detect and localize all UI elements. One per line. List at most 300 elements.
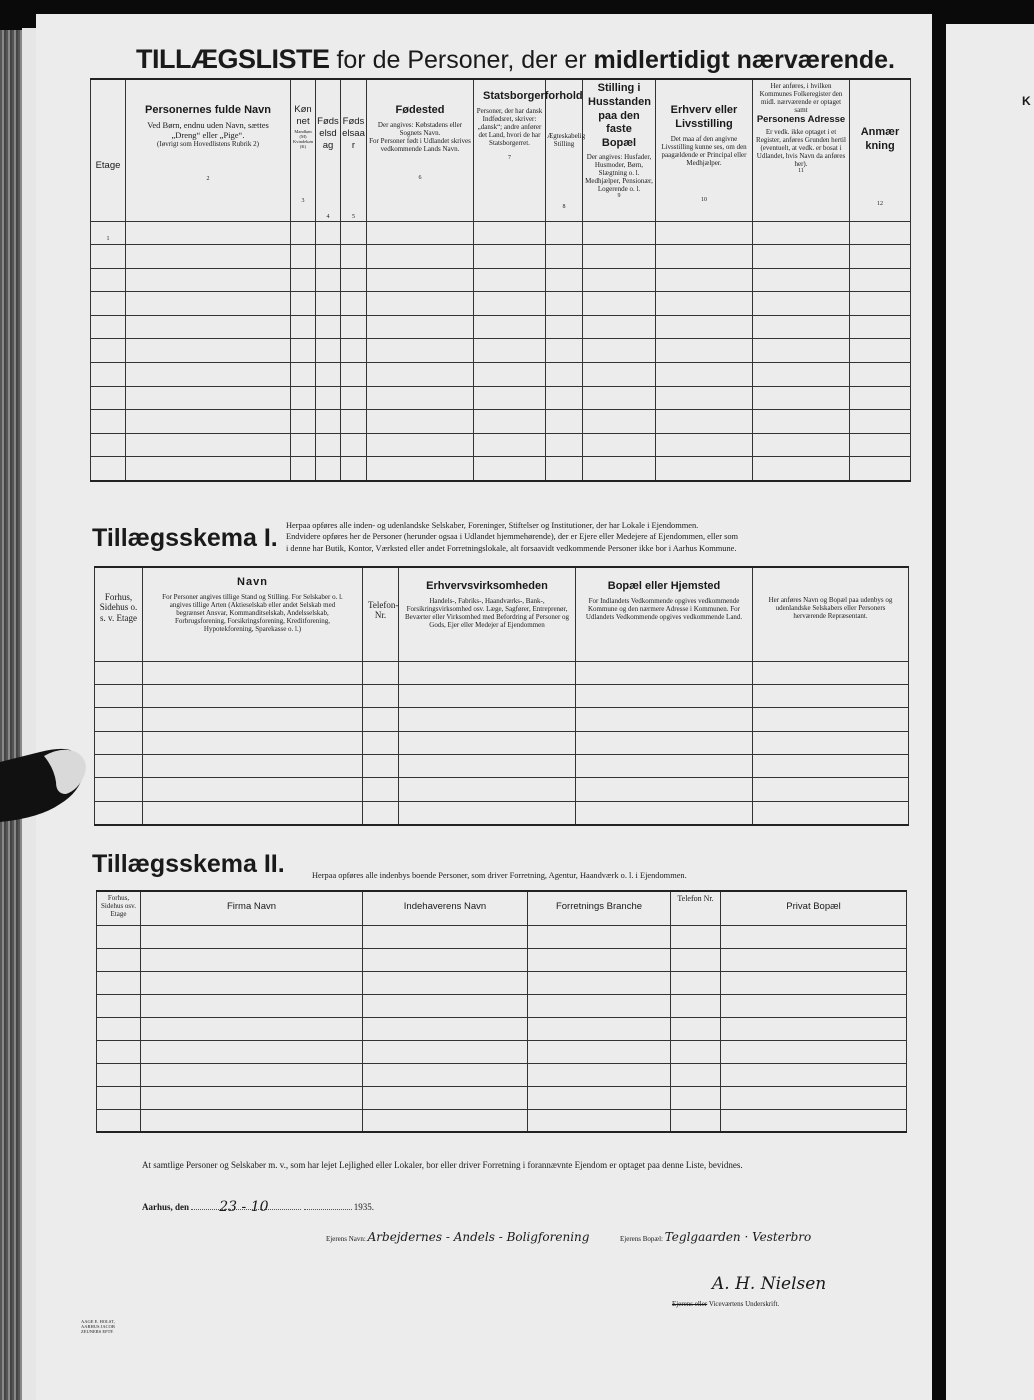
main-table-cell[interactable] <box>753 268 850 292</box>
main-table-cell[interactable] <box>126 457 291 481</box>
main-table-cell[interactable] <box>656 221 753 245</box>
main-table-cell[interactable] <box>316 268 341 292</box>
main-table-cell[interactable] <box>367 386 474 410</box>
main-table-cell[interactable] <box>291 292 316 316</box>
skema1-row <box>95 684 909 707</box>
skema2-cell[interactable] <box>363 1017 528 1040</box>
main-table-cell[interactable] <box>367 363 474 387</box>
skema1-cell[interactable] <box>363 801 399 824</box>
main-table-cell[interactable] <box>656 245 753 269</box>
footer-city: Aarhus, den <box>142 1202 190 1212</box>
main-table-cell[interactable] <box>291 410 316 434</box>
skema2-title: Tillægsskema II. <box>92 850 285 878</box>
skema2-cell[interactable] <box>528 1040 671 1063</box>
skema1-cell[interactable] <box>576 731 753 754</box>
main-table-cell[interactable] <box>341 292 367 316</box>
main-table-cell[interactable] <box>850 410 911 434</box>
skema1-cell[interactable] <box>753 801 909 824</box>
main-table-cell[interactable] <box>316 457 341 481</box>
s2-col-etage: Forhus, Sidehus osv. Etage <box>97 891 141 925</box>
main-table-cell[interactable] <box>753 221 850 245</box>
main-table-cell[interactable] <box>126 339 291 363</box>
main-table-cell[interactable] <box>91 457 126 481</box>
main-table-cell[interactable] <box>126 245 291 269</box>
main-table-cell[interactable] <box>291 221 316 245</box>
skema2-cell[interactable] <box>671 1086 721 1109</box>
main-table <box>90 78 911 482</box>
skema2-row <box>97 994 907 1017</box>
main-table-cell[interactable] <box>316 339 341 363</box>
skema2-cell[interactable] <box>363 971 528 994</box>
skema2-cell[interactable] <box>141 971 363 994</box>
main-table-cell[interactable] <box>291 386 316 410</box>
skema1-cell[interactable] <box>363 661 399 684</box>
main-table-cell[interactable] <box>291 245 316 269</box>
skema1-title: Tillægsskema I. <box>92 524 278 552</box>
skema2-cell[interactable] <box>671 994 721 1017</box>
col-statsborger: Statsborgerforhold Personer, der har dansk Indfødsret, skriver: „dansk“; andre anfører det Land, hvori de har Statsborgerret. 7 <box>474 79 546 221</box>
skema2-cell[interactable] <box>671 948 721 971</box>
skema2-cell[interactable] <box>528 1086 671 1109</box>
main-table-cell[interactable] <box>546 339 583 363</box>
main-table-row <box>91 410 911 434</box>
skema1-cell[interactable] <box>143 708 363 731</box>
skema2-cell[interactable] <box>528 948 671 971</box>
skema2-cell[interactable] <box>721 1086 907 1109</box>
footer-year: 1935. <box>353 1202 375 1212</box>
skema2-cell[interactable] <box>141 1086 363 1109</box>
skema1-cell[interactable] <box>753 684 909 707</box>
main-table-cell[interactable] <box>753 339 850 363</box>
col-erhverv: Erhverv eller Livsstilling Det maa af den angivne Livsstilling kunne ses, om den paagældende er Principal eller Medhjælper. 10 <box>656 79 753 221</box>
skema2-cell[interactable] <box>671 971 721 994</box>
main-table-cell[interactable] <box>367 292 474 316</box>
printer-mark: AAGE E. HOLST, AARHUS JACOB ZEUNERS EFTF. <box>81 1319 115 1334</box>
skema1-cell[interactable] <box>95 731 143 754</box>
main-table-cell[interactable] <box>316 433 341 457</box>
main-table-cell[interactable] <box>341 245 367 269</box>
skema2-cell[interactable] <box>363 925 528 948</box>
skema1-header <box>95 567 909 661</box>
col-koennet: Kønnet Mandkøn (M) Kvindekøn (K) 3 <box>291 79 316 221</box>
title-middle: for de Personer, der er <box>336 46 587 74</box>
main-table-cell[interactable] <box>316 363 341 387</box>
skema2-cell[interactable] <box>97 1063 141 1086</box>
skema1-row <box>95 731 909 754</box>
finger-holding-page <box>0 742 90 822</box>
skema2-cell[interactable] <box>528 971 671 994</box>
skema2-row <box>97 1063 907 1086</box>
skema2-row <box>97 925 907 948</box>
main-table-cell[interactable] <box>474 433 546 457</box>
main-table-row <box>91 339 911 363</box>
skema1-cell[interactable] <box>363 755 399 778</box>
skema1-cell[interactable] <box>143 684 363 707</box>
skema2-cell[interactable] <box>721 948 907 971</box>
main-table-row <box>91 315 911 339</box>
main-table-row <box>91 268 911 292</box>
skema2-cell[interactable] <box>141 994 363 1017</box>
main-table-cell[interactable] <box>341 410 367 434</box>
main-table-cell[interactable] <box>91 363 126 387</box>
skema1-description <box>286 520 738 554</box>
skema1-row <box>95 801 909 824</box>
title-word: TILLÆGSLISTE <box>136 44 330 74</box>
main-table-cell[interactable] <box>341 221 367 245</box>
main-table-cell[interactable] <box>341 457 367 481</box>
s2-col-firma: Firma Navn <box>141 891 363 925</box>
skema2-table <box>96 890 907 1133</box>
main-table-cell[interactable] <box>850 292 911 316</box>
skema2-cell[interactable] <box>721 1063 907 1086</box>
skema1-desc-line-3: i denne har Butik, Kontor, Værksted eller andet Forretningslokale, alt forsaavidt vedkommende Personer ikke bor i Aarhus Kommune. <box>286 543 737 553</box>
main-table-cell[interactable] <box>546 245 583 269</box>
main-table-cell[interactable] <box>583 221 656 245</box>
main-table-cell[interactable] <box>367 268 474 292</box>
skema2-cell[interactable] <box>363 1086 528 1109</box>
main-table-cell[interactable] <box>367 315 474 339</box>
skema2-cell[interactable] <box>671 1040 721 1063</box>
main-table-cell[interactable] <box>291 433 316 457</box>
skema2-cell[interactable] <box>141 1063 363 1086</box>
s2-col-branche: Forretnings Branche <box>528 891 671 925</box>
skema2-cell[interactable] <box>141 1109 363 1132</box>
main-table-cell[interactable] <box>474 386 546 410</box>
skema2-cell[interactable] <box>363 994 528 1017</box>
col-navn: Personernes fulde Navn Ved Børn, endnu uden Navn, sættes „Dreng“ eller „Pige“. (Iøvrigt som Hovedlistens Rubrik 2) 2 <box>126 79 291 221</box>
skema1-cell[interactable] <box>753 731 909 754</box>
skema1-cell[interactable] <box>363 778 399 801</box>
skema2-cell[interactable] <box>721 1109 907 1132</box>
main-table-cell[interactable] <box>850 339 911 363</box>
col-foedselsdag: Fødselsdag 4 <box>316 79 341 221</box>
skema1-cell[interactable] <box>143 731 363 754</box>
main-table-cell[interactable] <box>583 457 656 481</box>
skema2-description: Herpaa opføres alle indenbys boende Personer, som driver Forretning, Agentur, Haandværk o. l. i Ejendommen. <box>312 871 687 880</box>
skema2-cell[interactable] <box>141 948 363 971</box>
main-table-cell[interactable] <box>316 292 341 316</box>
main-table-cell[interactable] <box>126 433 291 457</box>
sign-label-struck: Ejerens eller <box>672 1300 708 1308</box>
skema2-cell[interactable] <box>721 1017 907 1040</box>
s1-col-erhverv: Erhvervsvirksomheden Handels-, Fabriks-, Haandværks-, Bank-, Forsikringsvirksomhed osv. Læge, Sagfører, Entreprenør, Beværter eller Virksomhed med Befordring af Personer og Gods, Ejer eller Medejer af Ejendommen <box>399 567 576 661</box>
skema1-cell[interactable] <box>576 684 753 707</box>
main-table-cell[interactable] <box>474 363 546 387</box>
address-handwritten[interactable]: Teglgaarden · Vesterbro <box>664 1230 812 1244</box>
main-table-cell[interactable] <box>656 363 753 387</box>
main-table-cell[interactable] <box>126 292 291 316</box>
main-table-cell[interactable] <box>474 339 546 363</box>
main-table-cell[interactable] <box>583 245 656 269</box>
main-table-cell[interactable] <box>850 315 911 339</box>
main-table-cell[interactable] <box>850 457 911 481</box>
skema1-cell[interactable] <box>399 684 576 707</box>
owner-address-line <box>620 1230 811 1244</box>
s1-col-telefon: Telefon-Nr. <box>363 567 399 661</box>
skema2-cell[interactable] <box>671 1063 721 1086</box>
main-table-cell[interactable] <box>753 292 850 316</box>
skema2-cell[interactable] <box>97 1086 141 1109</box>
s1-col-etage: Forhus, Sidehus o. s. v. Etage <box>95 567 143 661</box>
skema2-cell[interactable] <box>528 994 671 1017</box>
main-table-cell[interactable] <box>291 315 316 339</box>
skema1-cell[interactable] <box>95 708 143 731</box>
main-table-cell[interactable] <box>291 457 316 481</box>
main-table-cell[interactable] <box>474 292 546 316</box>
skema2-cell[interactable] <box>363 948 528 971</box>
skema1-cell[interactable] <box>753 755 909 778</box>
main-table-cell[interactable] <box>583 315 656 339</box>
main-table-cell[interactable] <box>583 268 656 292</box>
main-table-cell[interactable] <box>367 410 474 434</box>
s2-col-privat: Privat Bopæl <box>721 891 907 925</box>
skema1-cell[interactable] <box>95 755 143 778</box>
skema1-cell[interactable] <box>753 708 909 731</box>
skema1-desc-line-1: Herpaa opføres alle inden- og udenlandske Selskaber, Foreninger, Stiftelser og Institutioner, der har Lokale i Ejendommen. <box>286 521 699 530</box>
main-table-cell[interactable] <box>753 457 850 481</box>
main-table-cell[interactable] <box>341 386 367 410</box>
skema2-cell[interactable] <box>97 1017 141 1040</box>
skema2-cell[interactable] <box>141 1017 363 1040</box>
col-adresse: Her anføres, i hvilken Kommunes Folkeregister den midl. nærværende er optaget samt Personens Adresse Er vedk. ikke optaget i et Register, anføres Grunden hertil (eventuelt, at vedk. er bosat i Udlandet, hvis Navn da anføres her). 11 <box>753 79 850 221</box>
main-table-cell[interactable] <box>474 315 546 339</box>
skema2-cell[interactable] <box>528 1017 671 1040</box>
main-table-cell[interactable] <box>126 268 291 292</box>
skema1-desc-line-2: Endvidere opføres her de Personer (herunder ogsaa i Udlandet hjemmehørende), der er Ejere eller Medejere af Ejendommen, eller som <box>286 532 739 542</box>
main-table-cell[interactable] <box>474 221 546 245</box>
main-table-cell[interactable] <box>291 339 316 363</box>
skema2-cell[interactable] <box>671 925 721 948</box>
skema2-cell[interactable] <box>528 1109 671 1132</box>
main-table-cell[interactable] <box>126 386 291 410</box>
main-table-cell[interactable] <box>91 339 126 363</box>
main-table-cell[interactable] <box>656 410 753 434</box>
main-table-row <box>91 221 911 245</box>
skema1-cell[interactable] <box>399 778 576 801</box>
main-table-cell[interactable] <box>656 292 753 316</box>
skema2-cell[interactable] <box>141 1040 363 1063</box>
col-anmaerkning: Anmærkning 12 <box>850 79 911 221</box>
main-table-cell[interactable] <box>753 315 850 339</box>
skema2-cell[interactable] <box>721 1040 907 1063</box>
skema2-cell[interactable] <box>97 994 141 1017</box>
main-table-cell[interactable] <box>656 386 753 410</box>
skema1-cell[interactable] <box>143 661 363 684</box>
main-table-cell[interactable] <box>753 363 850 387</box>
facing-page <box>946 24 1034 1400</box>
main-table-cell[interactable] <box>546 315 583 339</box>
main-table-cell[interactable] <box>91 433 126 457</box>
skema1-row <box>95 778 909 801</box>
skema1-cell[interactable] <box>143 778 363 801</box>
main-table-cell[interactable] <box>583 363 656 387</box>
main-table-cell[interactable] <box>583 433 656 457</box>
col-aegteskab: Ægteskabelig Stilling 8 <box>546 79 583 221</box>
main-table-cell[interactable] <box>583 292 656 316</box>
main-table-cell[interactable] <box>474 457 546 481</box>
date-dots <box>304 1209 352 1210</box>
main-table-cell[interactable] <box>341 433 367 457</box>
owner-handwritten[interactable]: Arbejdernes - Andels - Boligforening <box>367 1230 590 1244</box>
main-table-cell[interactable] <box>316 386 341 410</box>
main-table-cell[interactable] <box>316 221 341 245</box>
main-table-cell[interactable] <box>583 410 656 434</box>
skema2-cell[interactable] <box>141 925 363 948</box>
main-table-cell[interactable] <box>341 339 367 363</box>
skema1-cell[interactable] <box>399 731 576 754</box>
skema1-cell[interactable] <box>143 755 363 778</box>
main-table-cell[interactable] <box>291 268 316 292</box>
main-table-cell[interactable] <box>126 315 291 339</box>
main-table-cell[interactable] <box>583 386 656 410</box>
skema1-cell[interactable] <box>399 708 576 731</box>
main-table-cell[interactable] <box>91 245 126 269</box>
skema2-cell[interactable] <box>528 925 671 948</box>
main-table-cell[interactable] <box>474 268 546 292</box>
main-table-cell[interactable] <box>546 363 583 387</box>
main-table-cell[interactable] <box>91 315 126 339</box>
main-table-cell[interactable] <box>546 292 583 316</box>
skema1-cell[interactable] <box>363 708 399 731</box>
main-table-cell[interactable] <box>656 268 753 292</box>
skema1-cell[interactable] <box>143 801 363 824</box>
main-table-cell[interactable] <box>583 339 656 363</box>
skema2-cell[interactable] <box>721 971 907 994</box>
skema2-cell[interactable] <box>363 1063 528 1086</box>
skema2-cell[interactable] <box>97 925 141 948</box>
main-table-cell[interactable] <box>850 245 911 269</box>
main-table-cell[interactable] <box>316 245 341 269</box>
skema1-cell[interactable] <box>753 661 909 684</box>
main-table-cell[interactable] <box>753 386 850 410</box>
skema2-cell[interactable] <box>363 1109 528 1132</box>
skema2-cell[interactable] <box>671 1109 721 1132</box>
skema1-cell[interactable] <box>95 801 143 824</box>
skema1-cell[interactable] <box>399 801 576 824</box>
skema1-cell[interactable] <box>95 778 143 801</box>
title-bold: midlertidigt nærværende. <box>593 46 895 74</box>
main-table-cell[interactable] <box>753 433 850 457</box>
skema2-cell[interactable] <box>721 994 907 1017</box>
main-table-cell[interactable] <box>546 457 583 481</box>
s1-col-bopael: Bopæl eller Hjemsted For Indlandets Vedkommende opgives vedkommende Kommune og den nærmere Adresse i Kommunen. For Udlandets Vedkommende opgives vedkommende Land. <box>576 567 753 661</box>
main-table-cell[interactable] <box>91 410 126 434</box>
date-field[interactable] <box>191 1199 301 1215</box>
signature-handwritten[interactable]: A. H. Nielsen <box>712 1274 827 1294</box>
main-table-cell[interactable] <box>91 292 126 316</box>
skema2-cell[interactable] <box>671 1017 721 1040</box>
col-etage: Etage 1 <box>91 79 126 221</box>
main-table-cell[interactable] <box>316 315 341 339</box>
skema1-cell[interactable] <box>399 755 576 778</box>
main-table-cell[interactable] <box>850 386 911 410</box>
skema1-cell[interactable] <box>576 778 753 801</box>
skema2-cell[interactable] <box>721 925 907 948</box>
main-table-cell[interactable] <box>753 245 850 269</box>
skema1-cell[interactable] <box>95 661 143 684</box>
col-foedselsaar: Fødselsaar 5 <box>341 79 367 221</box>
skema1-cell[interactable] <box>363 731 399 754</box>
skema2-row <box>97 1017 907 1040</box>
skema1-cell[interactable] <box>576 755 753 778</box>
skema1-cell[interactable] <box>576 801 753 824</box>
main-table-row <box>91 292 911 316</box>
main-table-row <box>91 245 911 269</box>
main-table-cell[interactable] <box>753 410 850 434</box>
skema2-row <box>97 1086 907 1109</box>
main-table-cell[interactable] <box>367 221 474 245</box>
s2-col-indehaver: Indehaverens Navn <box>363 891 528 925</box>
skema2-cell[interactable] <box>363 1040 528 1063</box>
sign-label: Viceværtens Underskrift. <box>708 1300 780 1308</box>
main-table-cell[interactable] <box>546 268 583 292</box>
main-table-cell[interactable] <box>367 433 474 457</box>
col-husstand: Stilling i Husstanden paa den faste Bopæl Der angives: Husfader, Husmoder, Børn, Slægtning o. l. Medhjælper, Pensionær, Logerende o. l. 9 <box>583 79 656 221</box>
skema1-cell[interactable] <box>753 778 909 801</box>
main-table-row <box>91 457 911 481</box>
main-table-cell[interactable] <box>656 433 753 457</box>
main-table-cell[interactable] <box>367 457 474 481</box>
skema2-cell[interactable] <box>97 1040 141 1063</box>
main-table-cell[interactable] <box>850 268 911 292</box>
main-table-cell[interactable] <box>126 363 291 387</box>
skema2-cell[interactable] <box>528 1063 671 1086</box>
main-table-cell[interactable] <box>656 457 753 481</box>
main-table-cell[interactable] <box>546 221 583 245</box>
main-table-cell[interactable] <box>367 339 474 363</box>
main-table-cell[interactable] <box>126 221 291 245</box>
main-table-cell[interactable] <box>546 433 583 457</box>
owner-label: Ejerens Navn: <box>326 1235 366 1243</box>
main-table-cell[interactable] <box>850 221 911 245</box>
skema1-row <box>95 661 909 684</box>
skema1-cell[interactable] <box>95 684 143 707</box>
main-table-cell[interactable] <box>474 245 546 269</box>
main-table-cell[interactable] <box>546 410 583 434</box>
main-table-cell[interactable] <box>474 410 546 434</box>
main-table-cell[interactable] <box>341 268 367 292</box>
skema1-cell[interactable] <box>399 661 576 684</box>
facing-page-fragment: K <box>1022 94 1031 108</box>
main-table-cell[interactable] <box>126 410 291 434</box>
skema2-cell[interactable] <box>97 948 141 971</box>
main-table-cell[interactable] <box>656 339 753 363</box>
main-table-cell[interactable] <box>850 433 911 457</box>
main-table-cell[interactable] <box>341 363 367 387</box>
skema1-cell[interactable] <box>576 708 753 731</box>
main-table-header <box>91 79 911 221</box>
footer-statement: At samtlige Personer og Selskaber m. v., som har lejet Lejlighed eller Lokaler, bor eller driver Forretning i forannævnte Ejendom er optaget paa denne Liste, bevidnes. <box>142 1160 743 1170</box>
main-table-cell[interactable] <box>367 245 474 269</box>
skema1-cell[interactable] <box>363 684 399 707</box>
main-table-cell[interactable] <box>850 363 911 387</box>
skema1-table <box>94 566 909 826</box>
main-table-cell[interactable] <box>546 386 583 410</box>
main-table-cell[interactable] <box>656 315 753 339</box>
main-table-cell[interactable] <box>341 315 367 339</box>
main-table-row <box>91 433 911 457</box>
skema2-cell[interactable] <box>97 1109 141 1132</box>
skema1-cell[interactable] <box>576 661 753 684</box>
main-table-cell[interactable] <box>316 410 341 434</box>
skema2-row <box>97 948 907 971</box>
main-table-cell[interactable] <box>91 386 126 410</box>
footer-date-line <box>142 1199 375 1215</box>
main-table-cell[interactable] <box>91 268 126 292</box>
main-table-cell[interactable] <box>291 363 316 387</box>
skema2-cell[interactable] <box>97 971 141 994</box>
skema2-row <box>97 1109 907 1132</box>
